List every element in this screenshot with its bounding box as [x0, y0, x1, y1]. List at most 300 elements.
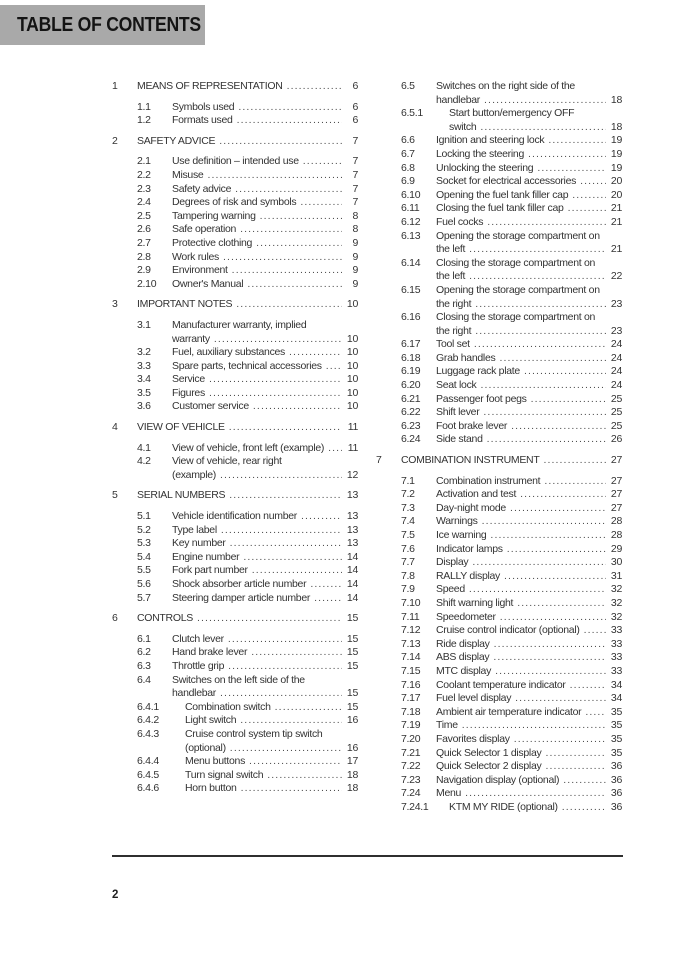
- toc-entry-title: [172, 564, 342, 578]
- toc-entry-page: 32: [610, 610, 622, 623]
- toc-entry-title: [172, 196, 342, 210]
- toc-entry-page: 9: [352, 264, 358, 277]
- toc-entry-number: 5.2: [137, 523, 151, 536]
- toc-entry: [376, 679, 622, 693]
- toc-entry-title: [436, 257, 606, 284]
- toc-entry-page: 16: [346, 714, 358, 727]
- toc-entry-title-line: Customer service: [172, 400, 249, 413]
- toc-entry-title-line: Warnings: [436, 515, 478, 528]
- toc-entry-page: 15: [346, 632, 358, 645]
- toc-entry-title-line: switch: [449, 120, 477, 133]
- toc-entry-number: 6.6: [401, 134, 415, 147]
- toc-entry-title: [172, 633, 342, 647]
- toc-entry-page: 9: [352, 236, 358, 249]
- toc-entry-number: 2.8: [137, 250, 151, 263]
- toc-entry-title: [436, 733, 606, 747]
- toc-entry-page: 10: [346, 359, 358, 372]
- toc-entry: [376, 733, 622, 747]
- toc-entry-number: 3.2: [137, 346, 151, 359]
- toc-entry-title: [172, 551, 342, 565]
- toc-entry-number: 7.21: [401, 746, 421, 759]
- toc-entry-page: 6: [352, 114, 358, 127]
- toc-entry-title: [436, 406, 606, 420]
- toc-entry-page: 24: [610, 365, 622, 378]
- toc-entry: [112, 564, 358, 578]
- toc-entry: [376, 747, 622, 761]
- toc-entry-title-line: Fuel, auxiliary substances: [172, 346, 286, 359]
- toc-entry: [376, 107, 622, 134]
- toc-entry-page: 27: [610, 454, 622, 467]
- toc-entry-page: 7: [352, 134, 358, 147]
- toc-entry: [112, 346, 358, 360]
- toc-entry-title: [172, 455, 342, 482]
- toc-entry: [112, 633, 358, 647]
- toc-entry-page: 19: [610, 147, 622, 160]
- toc-entry-title: [436, 420, 606, 434]
- toc-entry-title-line: RALLY display: [436, 569, 501, 582]
- toc-entry-title: [436, 706, 606, 720]
- toc-entry-title: [185, 714, 342, 728]
- toc-entry: [376, 379, 622, 393]
- toc-entry-number: 7.15: [401, 664, 421, 677]
- toc-entry-number: 7.2: [401, 488, 415, 501]
- toc-entry-title-line: Closing the fuel tank filler cap: [436, 202, 564, 215]
- toc-entry-title-line: COMBINATION INSTRUMENT: [401, 454, 540, 467]
- toc-entry-page: 21: [610, 215, 622, 228]
- toc-entry-title: [172, 442, 342, 456]
- toc-entry-page: 24: [610, 338, 622, 351]
- toc-entry-number: 5.3: [137, 537, 151, 550]
- toc-entry: [112, 755, 358, 769]
- toc-entry: [376, 393, 622, 407]
- toc-entry-page: 34: [610, 678, 622, 691]
- toc-entry-number: 6.9: [401, 175, 415, 188]
- toc-entry-number: 7: [376, 454, 382, 467]
- toc-entry-title: [436, 80, 606, 107]
- toc-entry: [112, 223, 358, 237]
- toc-entry-page: 7: [352, 168, 358, 181]
- toc-entry: [376, 216, 622, 230]
- toc-entry-title-line: Service: [172, 373, 205, 386]
- toc-entry-title-line: Navigation display (optional): [436, 773, 560, 786]
- toc-entry-page: 15: [346, 612, 358, 625]
- toc-entry-page: 8: [352, 209, 358, 222]
- toc-entry-title-line: Closing the storage compartment on: [436, 256, 596, 269]
- toc-entry-page: 7: [352, 155, 358, 168]
- toc-entry-page: 14: [346, 578, 358, 590]
- toc-entry-title-line: Type label: [172, 523, 217, 536]
- toc-entry-title-line: Ride display: [436, 637, 490, 650]
- toc-entry-title-line: Combination switch: [185, 700, 271, 713]
- toc-entry: [112, 114, 358, 128]
- toc-entry-number: 6.10: [401, 188, 421, 201]
- toc-entry-page: 27: [610, 474, 622, 487]
- toc-entry-title: [172, 524, 342, 538]
- toc-entry-title: [436, 597, 606, 611]
- toc-entry-page: 18: [610, 93, 622, 106]
- toc-entry: [112, 278, 358, 292]
- toc-entry-number: 4: [112, 421, 118, 434]
- toc-entry: [376, 134, 622, 148]
- toc-entry-title: [172, 400, 342, 414]
- toc-entry-number: 6: [112, 612, 118, 625]
- toc-entry-title: [436, 502, 606, 516]
- toc-entry-page: 19: [610, 134, 622, 147]
- toc-entry-number: 2.3: [137, 182, 151, 195]
- toc-entry-title-line: Clutch lever: [172, 632, 224, 645]
- toc-entry-number: 7.16: [401, 678, 421, 691]
- toc-entry-title-line: Menu: [436, 787, 462, 800]
- toc-entry-title: [137, 80, 342, 94]
- toc-entry-page: 15: [346, 687, 358, 700]
- toc-entry-title-line: Display: [436, 556, 469, 569]
- toc-entry-number: 6.4: [137, 673, 151, 686]
- toc-entry: [376, 665, 622, 679]
- toc-entry-title: [436, 556, 606, 570]
- page-header: [0, 5, 205, 45]
- toc-entry-number: 6.4.4: [137, 755, 159, 768]
- toc-entry-title-line: Shift warning light: [436, 596, 514, 609]
- toc-entry-title-line: Activation and test: [436, 488, 517, 501]
- toc-entry-page: 22: [610, 270, 622, 283]
- toc-entry: [112, 537, 358, 551]
- toc-entry-number: 6.5.1: [401, 107, 423, 120]
- toc-entry-title: [436, 216, 606, 230]
- toc-entry-page: 28: [610, 515, 622, 528]
- toc-entry-title: [172, 537, 342, 551]
- toc-entry-title: [172, 210, 342, 224]
- toc-entry-title: [172, 674, 342, 701]
- toc-entry-title-line: MEANS OF REPRESENTATION: [137, 80, 283, 92]
- toc-entry-title: [436, 665, 606, 679]
- toc-entry: [112, 387, 358, 401]
- toc-entry: [376, 801, 622, 815]
- toc-entry-number: 5.7: [137, 591, 151, 604]
- toc-entry-page: 13: [346, 510, 358, 523]
- toc-entry-title-line: Horn button: [185, 782, 237, 795]
- toc-entry-title-line: Cruise control system tip switch: [185, 727, 323, 740]
- toc-entry-title: [185, 769, 342, 783]
- toc-entry: [112, 701, 358, 715]
- toc-entry-page: 10: [346, 400, 358, 413]
- toc-entry-number: 6.21: [401, 392, 421, 405]
- toc-entry-title: [449, 801, 606, 815]
- toc-entry-number: 3: [112, 298, 118, 311]
- toc-entry-page: 10: [346, 332, 358, 345]
- toc-entry-number: 2.10: [137, 277, 157, 290]
- toc-entry-number: 6.12: [401, 215, 421, 228]
- toc-entry-title-line: Day-night mode: [436, 501, 506, 514]
- toc-entry-page: 36: [610, 760, 622, 773]
- toc-entry: [376, 454, 622, 468]
- toc-entry-page: 21: [610, 202, 622, 215]
- toc-entry-title: [436, 679, 606, 693]
- toc-entry-title: [172, 387, 342, 401]
- toc-entry-title: [172, 169, 342, 183]
- toc-entry-title: [436, 134, 606, 148]
- toc-entry-title-line: Switches on the left side of the: [172, 673, 305, 686]
- toc-entry-title: [436, 189, 606, 203]
- toc-entry-title-line: Turn signal switch: [185, 768, 264, 781]
- toc-entry: [376, 570, 622, 584]
- toc-entry-number: 4.2: [137, 455, 151, 468]
- toc-entry-number: 7.7: [401, 556, 415, 569]
- toc-entry: [112, 782, 358, 796]
- toc-entry: [376, 488, 622, 502]
- toc-entry-page: 30: [610, 556, 622, 569]
- toc-entry-title-line: Safety advice: [172, 182, 232, 195]
- toc-entry: [112, 489, 358, 503]
- toc-entry-page: 32: [610, 596, 622, 609]
- toc-entry-title: [436, 529, 606, 543]
- toc-entry-title-line: SAFETY ADVICE: [137, 134, 216, 147]
- toc-entry: [112, 210, 358, 224]
- toc-entry-title: [172, 223, 342, 237]
- toc-entry-title-line: VIEW OF VEHICLE: [137, 421, 225, 434]
- toc-entry-title-line: Luggage rack plate: [436, 365, 520, 378]
- toc-entry-title: [436, 379, 606, 393]
- toc-entry-page: 35: [610, 719, 622, 732]
- toc-entry-title-line: Ice warning: [436, 529, 487, 541]
- toc-entry-title-line: Socket for electrical accessories: [436, 175, 577, 188]
- toc-entry-title: [137, 612, 342, 626]
- toc-entry: [376, 719, 622, 733]
- toc-entry-number: 7.24: [401, 787, 421, 800]
- toc-entry-number: 6.24: [401, 433, 421, 446]
- toc-entry: [112, 169, 358, 183]
- toc-entry-title: [172, 319, 342, 346]
- toc-entry-page: 19: [610, 161, 622, 174]
- toc-entry-title: [436, 393, 606, 407]
- toc-entry-title: [172, 237, 342, 251]
- toc-entry-title: [436, 148, 606, 162]
- toc-entry-page: 9: [352, 277, 358, 290]
- toc-entry-title-line: handlebar: [172, 687, 217, 700]
- toc-entry-title: [172, 510, 342, 524]
- toc-entry-page: 35: [610, 746, 622, 759]
- toc-entry-title-line: (optional): [185, 741, 226, 754]
- toc-entry: [376, 597, 622, 611]
- toc-entry: [112, 578, 358, 592]
- toc-entry-title: [172, 360, 342, 374]
- toc-entry-number: 2.5: [137, 209, 151, 222]
- toc-entry: [112, 400, 358, 414]
- toc-entry: [112, 769, 358, 783]
- toc-entry: [112, 183, 358, 197]
- toc-entry-title-line: the right: [436, 324, 472, 337]
- toc-entry: [376, 230, 622, 257]
- toc-entry: [376, 760, 622, 774]
- toc-entry-title-line: Switches on the right side of the: [436, 80, 575, 92]
- toc-entry-title: [185, 728, 342, 755]
- toc-entry-page: 20: [610, 188, 622, 201]
- toc-entry-page: 36: [610, 787, 622, 800]
- toc-entry-number: 3.1: [137, 318, 151, 331]
- toc-entry-title-line: Foot brake lever: [436, 419, 508, 432]
- toc-entry-title-line: the left: [436, 270, 466, 283]
- toc-entry-title: [436, 611, 606, 625]
- toc-entry-number: 6.19: [401, 365, 421, 378]
- toc-entry-title-line: Work rules: [172, 250, 219, 263]
- toc-entry-title-line: handlebar: [436, 93, 481, 106]
- toc-entry-title: [436, 352, 606, 366]
- toc-entry-page: 35: [610, 705, 622, 718]
- toc-entry-title-line: Tampering warning: [172, 209, 256, 222]
- toc-entry-title-line: Figures: [172, 386, 205, 399]
- toc-entry-title-line: Start button/emergency OFF: [449, 107, 575, 120]
- toc-entry-title-line: Ignition and steering lock: [436, 134, 545, 147]
- toc-entry-title-line: the right: [436, 297, 472, 310]
- toc-entry: [376, 420, 622, 434]
- toc-entry-title: [172, 183, 342, 197]
- toc-entry-number: 6.8: [401, 161, 415, 174]
- toc-entry-page: 6: [352, 100, 358, 113]
- toc-entry-title: [436, 365, 606, 379]
- toc-entry-title-line: Symbols used: [172, 100, 235, 113]
- toc-entry-title: [436, 488, 606, 502]
- toc-entry-title-line: Side stand: [436, 433, 483, 446]
- toc-entry-number: 7.4: [401, 515, 415, 528]
- toc-entry-number: 2.7: [137, 236, 151, 249]
- toc-entry: [112, 373, 358, 387]
- toc-entry-title-line: warranty: [172, 332, 210, 345]
- toc-entry-number: 3.5: [137, 386, 151, 399]
- toc-entry-title-line: Steering damper article number: [172, 591, 311, 604]
- toc-entry-title: [185, 701, 342, 715]
- toc-entry-title-line: Favorites display: [436, 732, 510, 745]
- footer-rule: [112, 855, 623, 857]
- toc-entry-page: 32: [610, 583, 622, 596]
- toc-entry-number: 2.4: [137, 196, 151, 209]
- toc-entry-number: 7.23: [401, 773, 421, 786]
- toc-entry: [112, 592, 358, 606]
- toc-entry-page: 9: [352, 250, 358, 263]
- toc-entry-number: 7.17: [401, 692, 421, 705]
- page-number: 2: [112, 889, 119, 901]
- toc-entry: [376, 189, 622, 203]
- toc-entry-page: 34: [610, 692, 622, 705]
- toc-entry-number: 6.15: [401, 283, 421, 296]
- toc-entry-page: 13: [346, 537, 358, 550]
- toc-entry-page: 24: [610, 379, 622, 392]
- toc-entry-page: 10: [346, 346, 358, 359]
- toc-entry-title-line: Hand brake lever: [172, 646, 248, 659]
- toc-entry-title: [172, 114, 342, 128]
- toc-entry-page: 33: [610, 664, 622, 677]
- toc-entry-title-line: Vehicle identification number: [172, 510, 297, 523]
- toc-entry-number: 7.5: [401, 529, 415, 541]
- toc-entry-title: [185, 755, 342, 769]
- page-title: TABLE OF CONTENTS: [17, 14, 201, 36]
- toc-entry-number: 6.23: [401, 419, 421, 432]
- toc-entry-page: 29: [610, 542, 622, 555]
- toc-entry-page: 25: [610, 392, 622, 405]
- toc-entry-page: 10: [346, 386, 358, 399]
- toc-entry-number: 6.13: [401, 229, 421, 242]
- toc-entry-title: [436, 230, 606, 257]
- toc-entry-title-line: CONTROLS: [137, 612, 193, 625]
- toc-entry-title: [172, 646, 342, 660]
- toc-entry: [376, 502, 622, 516]
- toc-entry-title-line: Speed: [436, 583, 465, 596]
- toc-entry-number: 6.4.6: [137, 782, 159, 795]
- toc-entry-page: 28: [610, 529, 622, 541]
- toc-entry-title-line: Manufacturer warranty, implied: [172, 318, 307, 331]
- toc-entry-title-line: Misuse: [172, 168, 204, 181]
- toc-entry-title: [436, 747, 606, 761]
- toc-entry: [112, 135, 358, 149]
- toc-entry-page: 24: [610, 351, 622, 364]
- toc-entry-title: [436, 760, 606, 774]
- toc-entry-number: 6.20: [401, 379, 421, 392]
- toc-entry-title: [137, 421, 342, 435]
- toc-entry-number: 7.19: [401, 719, 421, 732]
- toc-entry-title-line: ABS display: [436, 651, 490, 664]
- toc-entry-title-line: Menu buttons: [185, 755, 246, 768]
- toc-entry-title-line: Ambient air temperature indicator: [436, 705, 582, 718]
- toc-entry-title-line: Speedometer: [436, 610, 496, 623]
- toc-entry: [112, 155, 358, 169]
- toc-entry-title: [436, 311, 606, 338]
- toc-entry-page: 36: [610, 773, 622, 786]
- toc-entry-number: 6.4.5: [137, 768, 159, 781]
- toc-entry-number: 6.4.3: [137, 727, 159, 740]
- toc-entry: [112, 360, 358, 374]
- toc-entry: [376, 284, 622, 311]
- toc-entry-number: 6.5: [401, 80, 415, 92]
- toc-entry: [112, 455, 358, 482]
- toc-entry: [376, 787, 622, 801]
- toc-entry: [376, 365, 622, 379]
- toc-entry-title: [172, 373, 342, 387]
- toc-entry-number: 5.6: [137, 578, 151, 590]
- toc-entry: [112, 714, 358, 728]
- toc-entry-title: [172, 101, 342, 115]
- toc-entry-number: 4.1: [137, 441, 151, 454]
- toc-entry-page: 7: [352, 196, 358, 209]
- toc-entry-page: 6: [352, 80, 358, 92]
- toc-entry-number: 7.11: [401, 610, 420, 623]
- table-of-contents: [112, 80, 622, 814]
- toc-entry: [376, 406, 622, 420]
- toc-entry-number: 3.6: [137, 400, 151, 413]
- toc-entry-number: 7.3: [401, 501, 415, 514]
- toc-entry-title-line: Shift lever: [436, 406, 480, 419]
- toc-entry: [376, 611, 622, 625]
- toc-entry: [376, 515, 622, 529]
- toc-entry-title-line: Grab handles: [436, 351, 496, 364]
- toc-entry: [376, 148, 622, 162]
- toc-entry-title-line: Safe operation: [172, 223, 237, 236]
- toc-entry-page: 10: [346, 373, 358, 386]
- toc-entry-title: [436, 338, 606, 352]
- toc-entry: [112, 551, 358, 565]
- toc-entry-title: [436, 162, 606, 176]
- toc-entry-number: 5.4: [137, 550, 151, 563]
- toc-entry-number: 7.10: [401, 596, 421, 609]
- toc-entry-title-line: Fuel level display: [436, 692, 512, 705]
- toc-entry: [376, 352, 622, 366]
- toc-entry-title-line: Spare parts, technical accessories: [172, 359, 322, 372]
- toc-entry-title-line: Engine number: [172, 550, 240, 563]
- toc-entry-title-line: Time: [436, 719, 458, 732]
- toc-entry-title-line: MTC display: [436, 664, 492, 677]
- toc-entry: [376, 651, 622, 665]
- toc-entry: [376, 543, 622, 557]
- toc-entry: [376, 338, 622, 352]
- toc-entry-page: 27: [610, 501, 622, 514]
- toc-entry-title-line: Seat lock: [436, 379, 477, 392]
